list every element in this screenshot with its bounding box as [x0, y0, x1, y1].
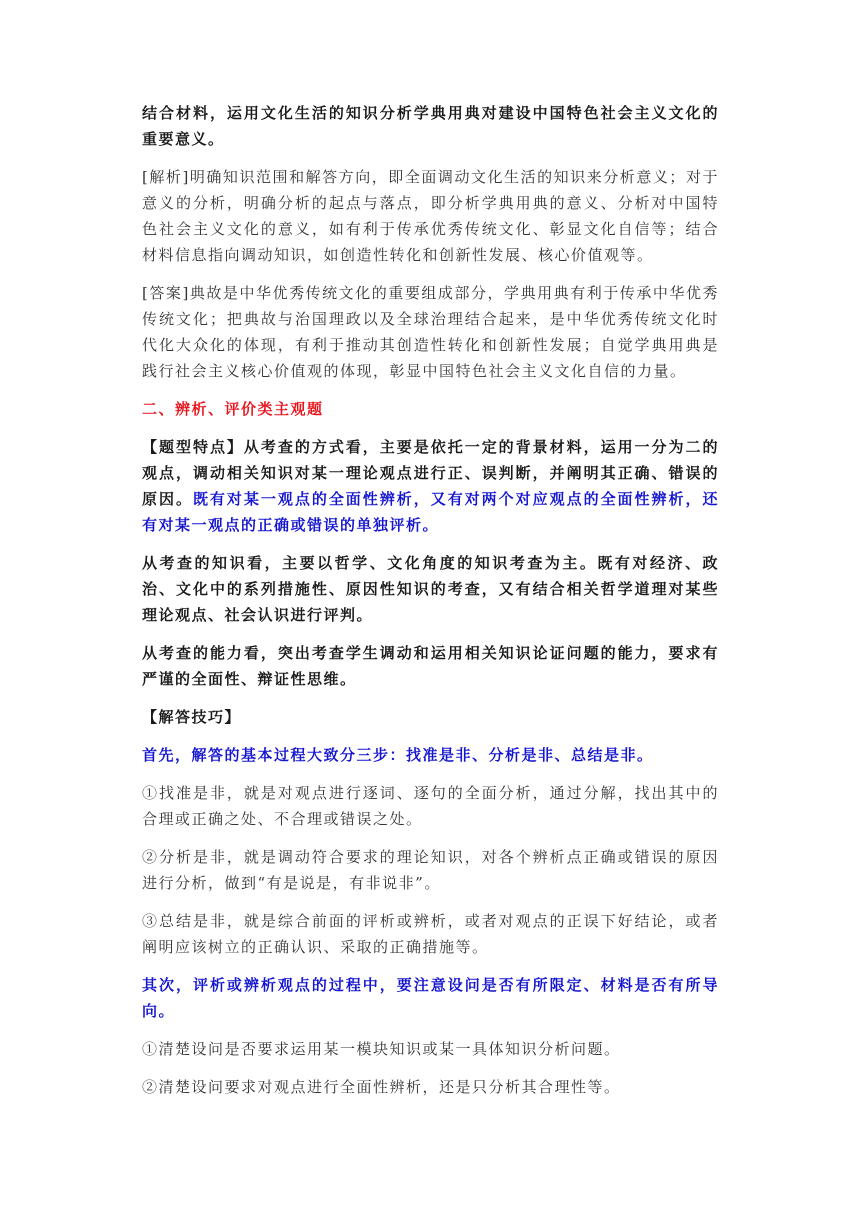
- step-analyze: ②分析是非，就是调动符合要求的理论知识，对各个辨析点正确或错误的原因进行分析，做到“有是说是，有非说非”。: [142, 848, 719, 892]
- answer-tips-heading: 【解答技巧】: [142, 708, 242, 726]
- document-page: [142, 100, 719, 1112]
- answer-paragraph: [答案]典故是中华优秀传统文化的重要组成部分，学典用典有利于传承中华优秀传统文化；把典故与治国理政以及全球治理结合起来，是中华优秀传统文化时代化大众化的体现，有利于推动其创造性转化和创新性发展；自觉学典用典是践行社会主义核心价值观的体现，彰显中国特色社会主义文化自信的力量。: [142, 284, 719, 380]
- features-text: 【题型特点】从考查的方式看，主要是依托一定的背景材料，运用一分为二的观点，调动相关知识对某一理论观点进行正、误判断，并阐明其正确、错误的原因。: [142, 438, 719, 508]
- analysis-paragraph: [解析]明确知识范围和解答方向，即全面调动文化生活的知识来分析意义；对于意义的分析，明确分析的起点与落点，即分析学典用典的意义、分析对中国特色社会主义文化的意义，如有利于传承优秀传统文化、彰显文化自信等；结合材料信息指向调动知识，如创造性转化和创新性发展、核心价值观等。: [142, 168, 719, 264]
- section-heading: 二、辨析、评价类主观题: [142, 400, 324, 418]
- second-heading: 其次，评析或辨析观点的过程中，要注意设问是否有所限定、材料是否有所导向。: [142, 976, 719, 1020]
- question-prompt: 结合材料，运用文化生活的知识分析学典用典对建设中国特色社会主义文化的重要意义。: [142, 104, 719, 148]
- question-type-features: [142, 434, 719, 538]
- knowledge-paragraph: 从考查的知识看，主要以哲学、文化角度的知识考查为主。既有对经济、政治、文化中的系列措施性、原因性知识的考查，又有结合相关哲学道理对某些理论观点、社会认识进行评判。: [142, 554, 719, 624]
- note-module-knowledge: ①清楚设问是否要求运用某一模块知识或某一具体知识分析问题。: [142, 1040, 621, 1058]
- step-summarize: ③总结是非，就是综合前面的评析或辨析，或者对观点的正误下好结论，或者阐明应该树立的正确认识、采取的正确措施等。: [142, 912, 719, 956]
- ability-paragraph: 从考查的能力看，突出考查学生调动和运用相关知识论证问题的能力，要求有严谨的全面性、辩证性思维。: [142, 644, 719, 688]
- features-emphasis: 既有对某一观点的全面性辨析，又有对两个对应观点的全面性辨析，还有对某一观点的正确或错误的单独评析。: [142, 490, 719, 534]
- note-comprehensive: ②清楚设问要求对观点进行全面性辨析，还是只分析其合理性等。: [142, 1078, 621, 1096]
- step-identify: ①找准是非，就是对观点进行逐词、逐句的全面分析，通过分解，找出其中的合理或正确之处、不合理或错误之处。: [142, 784, 719, 828]
- first-step-heading: 首先，解答的基本过程大致分三步：找准是非、分析是非、总结是非。: [142, 746, 654, 764]
